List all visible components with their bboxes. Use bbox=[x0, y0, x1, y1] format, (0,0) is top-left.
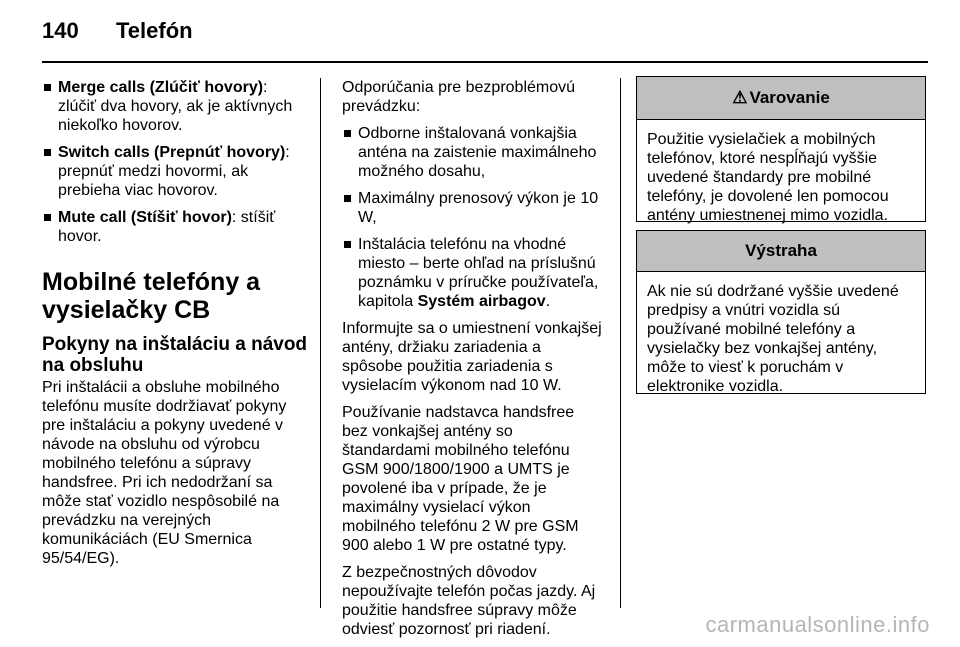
list-item bbox=[42, 78, 308, 135]
warning-triangle-icon: ⚠ bbox=[732, 88, 748, 107]
caution-text: Ak nie sú dodržané vyššie uvedené predpisy a vnútri vozidla sú používané mobilné telefóny a vysielačky bez vonkajšej antény, môže to viesť k poruchám v elektronike vozidla. bbox=[647, 283, 899, 395]
header-rule bbox=[42, 61, 928, 63]
bullet-term: Mute call (Stíšiť hovor) bbox=[58, 209, 232, 226]
bullet-text: : zlúčiť dva hovory, ak je aktívnych niekoľko hovorov. bbox=[58, 79, 293, 134]
list-item bbox=[342, 124, 604, 181]
list-item bbox=[42, 208, 308, 246]
list-item bbox=[342, 235, 604, 311]
body-paragraph: Informujte sa o umiestnení vonkajšej antény, držiaku zariadenia a spôsobe použitia zariadenia s vysielacím výkonom nad 10 W. bbox=[342, 320, 602, 394]
bullet-text: : stíšiť hovor. bbox=[58, 209, 276, 245]
list-item bbox=[342, 189, 604, 227]
page-title: Telefón bbox=[116, 18, 193, 43]
warning-text: Použitie vysielačiek a mobilných telefónov, ktoré nespĺňajú vyššie uvedené štandardy pre mobilné telefóny, je dovolené len pomocou antény umiestnenej mimo vozidla. bbox=[647, 131, 889, 224]
column-divider bbox=[320, 78, 321, 608]
warning-title: Varovanie bbox=[749, 88, 830, 107]
warning-header bbox=[637, 77, 925, 120]
body-paragraph: Používanie nadstavca handsfree bez vonkajšej antény so štandardami mobilného telefónu GSM 900/1800/1900 a UMTS je povolené iba v prípade, že je maximálny vysielací výkon mobilného telefónu 2 W pre GSM 900 alebo 1 W pre ostatné typy. bbox=[342, 404, 579, 554]
caution-title: Výstraha bbox=[745, 241, 817, 260]
bullet-text: Inštalácia telefónu na vhodné miesto – berte ohľad na príslušnú poznámku v príručke používateľa, kapitola bbox=[358, 236, 599, 310]
intro-paragraph: Odporúčania pre bezproblémovú prevádzku: bbox=[342, 79, 576, 115]
page-header bbox=[0, 0, 960, 60]
bullet-text: Maximálny prenosový výkon je 10 W, bbox=[358, 190, 599, 226]
column-divider bbox=[620, 78, 621, 608]
section-heading: Mobilné telefóny a vysielačky CB bbox=[42, 268, 261, 324]
bullet-text: : prepnúť medzi hovormi, ak prebieha viac hovorov. bbox=[58, 144, 290, 199]
bullet-term: Merge calls (Zlúčiť hovory) bbox=[58, 79, 264, 96]
list-item bbox=[42, 143, 308, 200]
bullet-term: Switch calls (Prepnúť hovory) bbox=[58, 144, 286, 161]
body-paragraph: Pri inštalácii a obsluhe mobilného telefónu musíte dodržiavať pokyny pre inštaláciu a pokyny uvedené v návode na obsluhu od výrobcu mobilného telefónu a súpravy handsfree. Pri ich nedodržaní sa môže stať vozidlo nespôsobilé na prevádzku na verejných komunikáciách (EU Smernica 95/54/EG). bbox=[42, 379, 287, 567]
section-subheading: Pokyny na inštaláciu a návod na obsluhu bbox=[42, 334, 308, 376]
left-column bbox=[42, 78, 308, 576]
bullet-suffix: . bbox=[545, 293, 551, 310]
page-number: 140 bbox=[42, 18, 79, 43]
caution-box bbox=[636, 230, 926, 394]
body-paragraph: Z bezpečnostných dôvodov nepoužívajte telefón počas jazdy. Aj použitie handsfree súpravy môže odviesť pozornosť pri riadení. bbox=[342, 564, 596, 638]
middle-column bbox=[342, 78, 604, 647]
cross-reference-link[interactable]: Systém airbagov bbox=[417, 293, 546, 310]
watermark: carmanualsonline.info bbox=[705, 612, 930, 637]
bullet-text: Odborne inštalovaná vonkajšia anténa na zaistenie maximálneho možného dosahu, bbox=[358, 125, 597, 180]
warning-box bbox=[636, 76, 926, 222]
caution-header bbox=[637, 231, 925, 272]
